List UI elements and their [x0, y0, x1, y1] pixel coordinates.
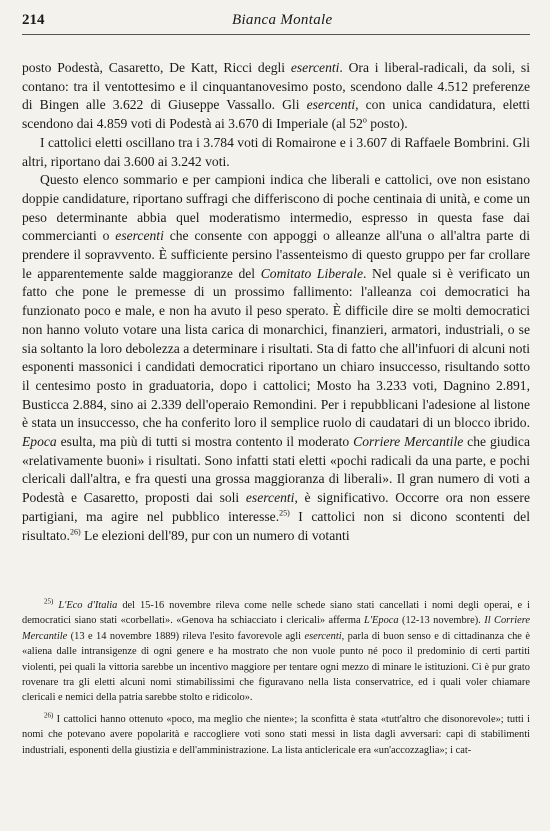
text-run: I cattolici non si dicono scontenti del risultato. [22, 508, 530, 543]
text-run: posto Podestà, Casaretto, De Katt, Ricci degli [22, 60, 291, 75]
paragraph-3 [22, 171, 530, 545]
text-run: I cattolici eletti oscillano tra i 3.784 voti di Romairone e i 3.607 di Raffaele Bombrini. Gli altri, riportano dai 3.600 ai 3.242 voti. [22, 134, 530, 169]
text-run: Questo elenco sommario e per campioni indica che liberali e cattolici, ove non esistano doppie candidature, riportano suffragi che differiscono di poche centinaia di unità, e come un peso determinante abbia quel moderatismo intermedio, espresso in questa fase dai commercianti o [22, 172, 530, 244]
footnote-ref: 26) [69, 527, 81, 537]
text-run: posto). [366, 116, 408, 132]
paragraph-2 [22, 134, 530, 171]
body-text [22, 59, 530, 545]
text-run: esulta, ma più di tutti si mostra contento il moderato [56, 434, 354, 450]
footnote-ref: 25) [279, 508, 290, 518]
italic-text: Corriere Mercantile [353, 434, 464, 450]
footnote-ref: 26) [44, 711, 54, 720]
footnote-ref: 25) [44, 597, 54, 606]
italic-text: Comitato Liberale [260, 265, 363, 281]
footnotes [22, 598, 530, 764]
page-header [22, 10, 530, 35]
text-run: che giudica «relativamente buoni» i risultati. Sono infatti stati eletti «pochi radicali da una parte, e pochi clericali dall'altra, e fra questi una grossa maggioranza di liberali». Il gran numero di voti a Podestà e Casaretto, proposti dai soli [22, 434, 530, 506]
text-run: . Nel quale si è verificato un fatto che pone le premesse di un prossimo fallimento: l'alleanza coi democratici ha funzionato poco e male, e non ha avuto il peso sperato. È difficile dire se molti democratici non hanno voluto votare una lista carica di monarchici, finanzieri, armatori, industriali, o se sia soltanto la loro debolezza a determinare i risultati. Sta di fatto che all'infuori di alcuni noti esponenti massonici i candidati democratici riportano un chiaro insuccesso, risultando sotto il centesimo posto in graduatoria, dopo i cattolici; Mosto ha 3.233 voti, Dagnino 2.891, Busticca 2.884, sino ai 2.339 dell'operaio Remondini. Per i repubblicani l'adesione al listone è stata un insuccesso, che ha conferito loro il semplice ruolo di caudatari di un blocco ibrido. [22, 265, 530, 431]
italic-text: Epoca [22, 434, 57, 450]
italic-text: esercenti [304, 630, 342, 642]
text-run: , con unica candidatura, eletti scendono dai 4.859 voti di Podestà ai 3.670 di Imperiale (al 52 [22, 97, 530, 132]
italic-text: esercenti [245, 490, 295, 506]
italic-text: esercenti [306, 97, 356, 113]
italic-text: esercenti [290, 60, 340, 75]
text-run: che consente con appoggi o alleanze all'una o all'altra parte di prendere il sopravvento. È sufficiente persino l'assenteismo di questo gruppo per far crollare le apparentemente salde maggioranze del [22, 228, 530, 281]
text-run: (13 e 14 novembre 1889) rileva l'esito favorevole agli [67, 630, 305, 642]
text-run: . Ora i liberal-radicali, da soli, si contano: tra il ventottesimo e il cinquantanovesimo posto, scendono dalle 4.512 preferenze di Bingen alle 3.622 di Giuseppe Vassallo. Gli [22, 60, 530, 113]
italic-text: L'Eco d'Italia [58, 600, 118, 611]
text-run: (12-13 novembre). [398, 615, 485, 627]
text-run: del 15-16 novembre rileva come nelle schede siano stati cancellati i nomi degli operai, e i democratici siano stati «corbellati». «Genova ha schiacciato i clericali» afferma [22, 600, 530, 627]
text-run: , è significativo. Occorre ora non essere partigiani, ma agire nel pubblico interesse. [22, 490, 530, 524]
page-number: 214 [22, 12, 45, 28]
text-run: , parla di buon senso e di cittadinanza che è «aliena dalle intransigenze di ogni genere e ha mostrato che non vuole punto né poco il predominio di certi partiti violenti, pei quali la vittoria sarebbe un incentivo maggiore per tentare ogni mezzo di minare le istituzioni. Ci è pur grato rovenare tra gli eletti alcuni nomi stimabilissimi che figuravano nella lista conservatrice, ed i quali voler chiamare clericali e nemici della patria sarebbe stolto e ridicolo». [22, 630, 530, 704]
book-page [22, 10, 531, 756]
footnote-1 [22, 598, 530, 706]
footnote-2 [22, 712, 530, 758]
text-run: I cattolici hanno ottenuto «poco, ma meglio che niente»; la sconfitta è stata «tutt'altro che disonorevole»; tutti i nomi che potevano avere popolarità e raccogliere voti sono stati messi in lista dagli avversari: capi di stabilimenti industriali, esponenti della giustizia e dell'amministrazione. La lista anticlericale era «un'accozzaglia»; i cat- [22, 713, 530, 756]
italic-text: L'Epoca [364, 615, 399, 627]
italic-text: Il Corriere Mercantile [22, 615, 531, 642]
paragraph-1 [22, 59, 530, 134]
running-head: Bianca Montale [232, 12, 333, 28]
italic-text: esercenti [115, 228, 164, 244]
footnote-ref: o [362, 115, 367, 125]
text-run: Le elezioni dell'89, pur con un numero di votanti [80, 527, 350, 543]
